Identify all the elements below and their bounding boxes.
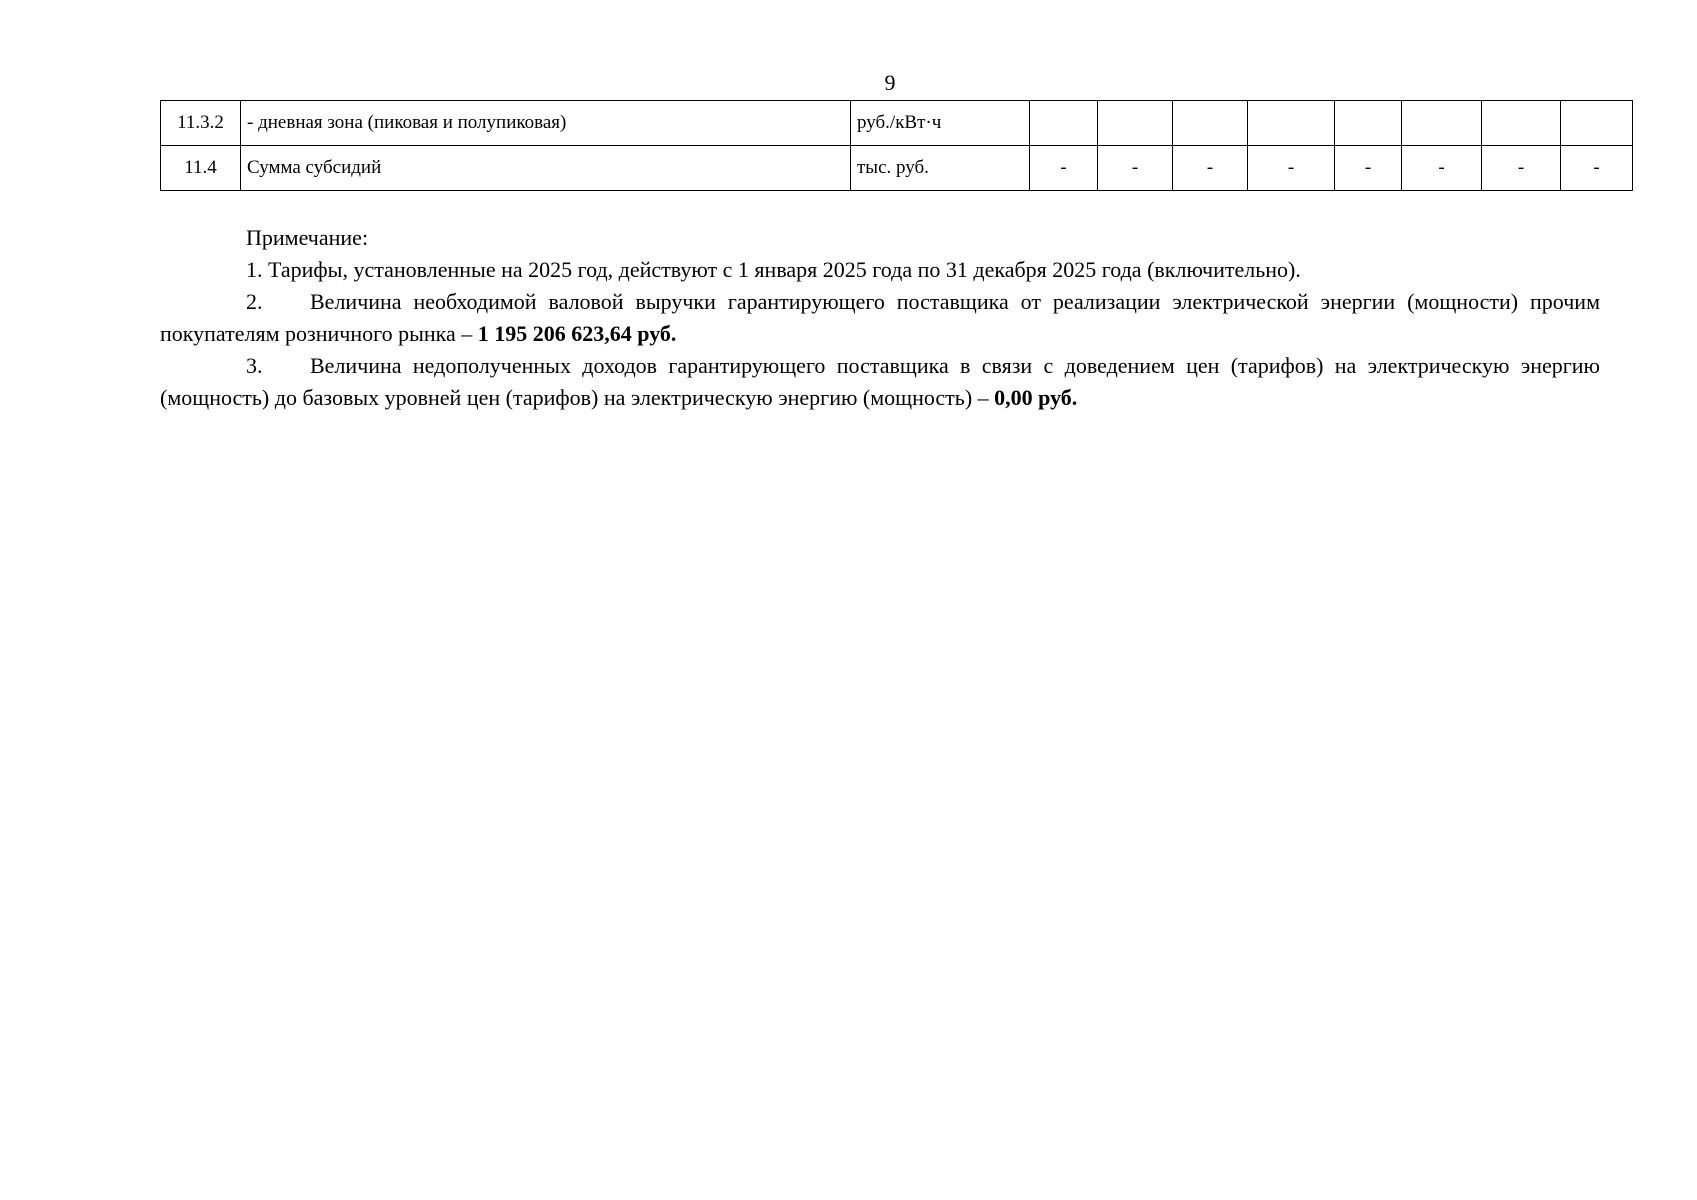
value-cell xyxy=(1173,101,1248,146)
value-cell: - xyxy=(1248,146,1335,191)
value-cell xyxy=(1030,101,1098,146)
value-cell xyxy=(1402,101,1482,146)
value-cell: - xyxy=(1402,146,1482,191)
value-cell xyxy=(1335,101,1402,146)
page-number: 9 xyxy=(884,70,896,95)
value-cell xyxy=(1561,101,1633,146)
row-number: 11.3.2 xyxy=(161,101,241,146)
note-item-3 xyxy=(160,350,1600,414)
value-cell: - xyxy=(1561,146,1633,191)
value-cell: - xyxy=(1482,146,1561,191)
lost-income-amount: 0,00 руб. xyxy=(994,385,1078,410)
note-item-2 xyxy=(160,286,1600,350)
value-cell xyxy=(1098,101,1173,146)
row-unit: руб./кВт·ч xyxy=(851,101,1030,146)
value-cell: - xyxy=(1173,146,1248,191)
note-item-text: Величина недополученных доходов гарантирующего поставщика в связи с доведением цен (тарифов) на электрическую энергию (мощность) до базовых уровней цен (тарифов) на электрическую энергию (мощность) – xyxy=(160,353,1600,410)
tariff-table xyxy=(160,100,1633,191)
value-cell: - xyxy=(1098,146,1173,191)
note-item-text: Величина необходимой валовой выручки гарантирующего поставщика от реализации электрической энергии (мощности) прочим покупателям розничного рынка – xyxy=(160,289,1600,346)
row-unit: тыс. руб. xyxy=(851,146,1030,191)
notes-heading: Примечание: xyxy=(246,225,369,250)
notes-section xyxy=(160,222,1600,414)
value-cell xyxy=(1482,101,1561,146)
row-name: - дневная зона (пиковая и полупиковая) xyxy=(241,101,851,146)
table-row xyxy=(161,101,1633,146)
revenue-amount: 1 195 206 623,64 руб. xyxy=(477,321,677,346)
value-cell xyxy=(1248,101,1335,146)
note-item-1: 1. Тарифы, установленные на 2025 год, действуют с 1 января 2025 года по 31 декабря 2025 года (включительно). xyxy=(246,257,1301,282)
note-item-number: 3. xyxy=(246,353,263,378)
value-cell: - xyxy=(1030,146,1098,191)
value-cell: - xyxy=(1335,146,1402,191)
row-number: 11.4 xyxy=(161,146,241,191)
note-item-number: 2. xyxy=(246,289,263,314)
table-row xyxy=(161,146,1633,191)
row-name: Сумма субсидий xyxy=(241,146,851,191)
